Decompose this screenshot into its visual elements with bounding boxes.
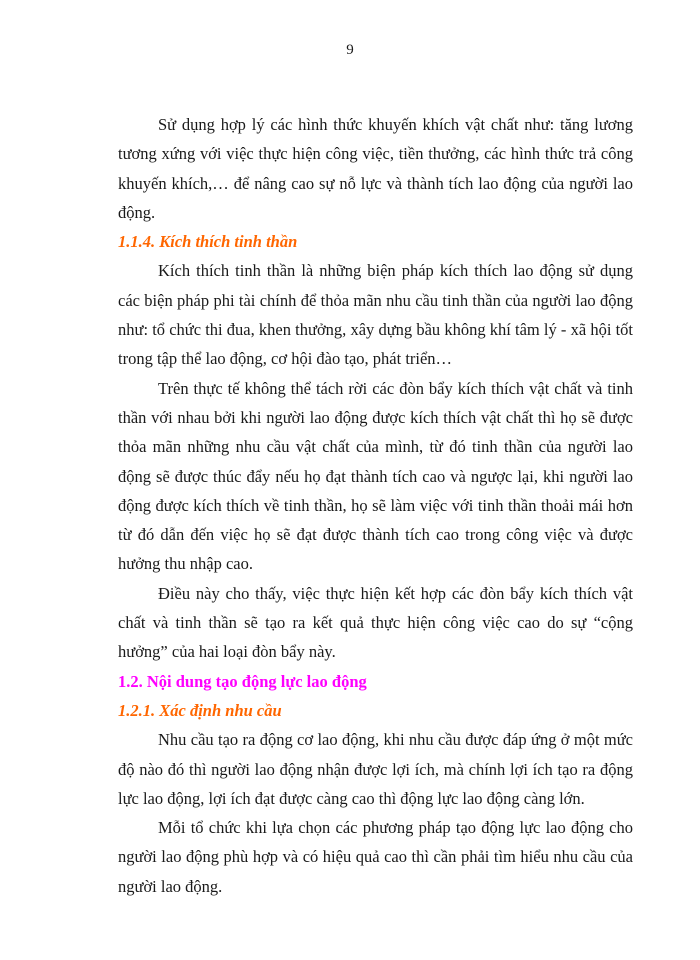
paragraph: Điều này cho thấy, việc thực hiện kết hợp các đòn bẩy kích thích vật chất và tinh thần sẽ tạo ra kết quả thực hiện công việc cao do sự “cộng hưởng” của hai loại đòn bẩy này.: [118, 583, 633, 662]
subsection-heading: 1.2.1. Xác định nhu cầu: [118, 700, 282, 720]
section-heading: 1.2. Nội dung tạo động lực lao động: [118, 671, 367, 691]
paragraph: Sử dụng hợp lý các hình thức khuyến khích vật chất như: tăng lương tương xứng với việc thực hiện công việc, tiền thưởng, các hình thức trả công khuyến khích,… để nâng cao sự nỗ lực và thành tích lao động của người lao động.: [118, 115, 633, 222]
section-heading: 1.1.4. Kích thích tinh thần: [118, 232, 298, 252]
paragraph: Kích thích tinh thần là những biện pháp kích thích lao động sử dụng các biện pháp phi tài chính để thỏa mãn nhu cầu tinh thần của người lao động như: tổ chức thi đua, khen thưởng, xây dựng bầu không khí tâm lý - xã hội tốt trong tập thể lao động, cơ hội đào tạo, phát triển…: [118, 261, 633, 369]
document-body: [118, 110, 633, 901]
page-number: 9: [346, 42, 354, 58]
paragraph: Nhu cầu tạo ra động cơ lao động, khi nhu cầu được đáp ứng ở một mức độ nào đó thì người lao động nhận được lợi ích, mà chính lợi ích tạo ra động lực lao động, lợi ích đạt được càng cao thì động lực lao động càng lớn.: [118, 730, 633, 808]
paragraph: Trên thực tế không thể tách rời các đòn bẩy kích thích vật chất và tinh thần với nhau bởi khi người lao động được kích thích vật chất thì họ sẽ được thỏa mãn những nhu cầu vật chất của mình, từ đó tinh thần của người lao động sẽ được thúc đẩy nếu họ đạt thành tích cao và ngược lại, khi người lao động được kích thích về tinh thần, họ sẽ làm việc với tinh thần thoải mái hơn từ đó dẫn đến việc họ sẽ đạt được thành tích cao trong công việc và được hưởng thu nhập cao.: [118, 378, 633, 574]
paragraph: Mỗi tổ chức khi lựa chọn các phương pháp tạo động lực lao động cho người lao động phù hợp và có hiệu quả cao thì cần phải tìm hiểu nhu cầu của người lao động.: [118, 818, 633, 896]
